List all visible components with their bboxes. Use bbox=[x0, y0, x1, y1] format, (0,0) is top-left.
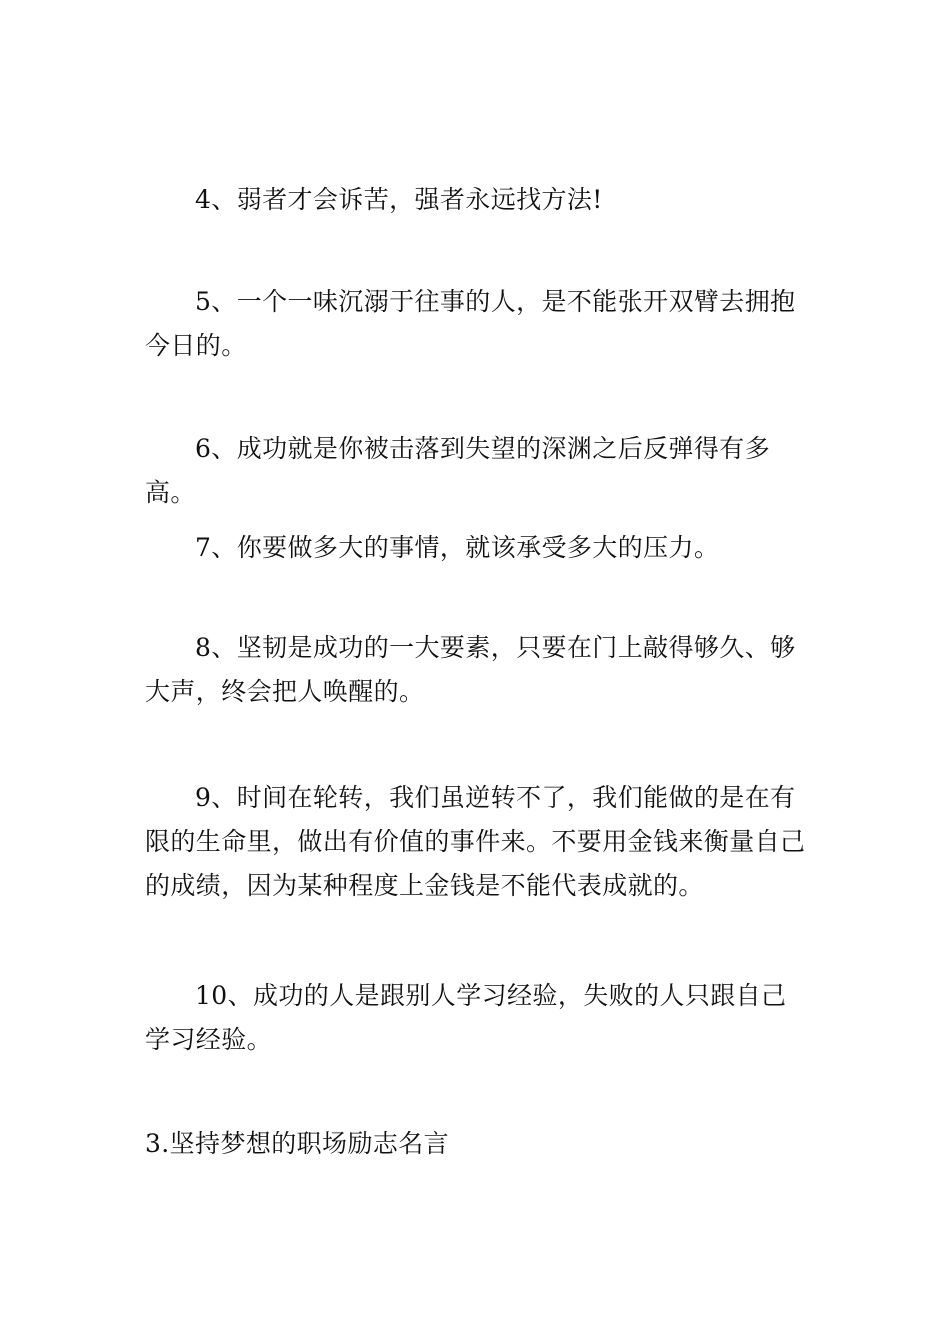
quote-item-8: 8、坚韧是成功的一大要素，只要在门上敲得够久、够大声，终会把人唤醒的。 bbox=[145, 633, 796, 706]
section-heading: 3.坚持梦想的职场励志名言 bbox=[145, 1129, 450, 1158]
quote-item-7: 7、你要做多大的事情，就该承受多大的压力。 bbox=[195, 533, 720, 562]
quote-item-9: 9、时间在轮转，我们虽逆转不了，我们能做的是在有限的生命里，做出有价值的事件来。不要用金钱来衡量自己的成绩，因为某种程度上金钱是不能代表成就的。 bbox=[145, 783, 806, 900]
quote-item-5: 5、一个一味沉溺于往事的人，是不能张开双臂去拥抱今日的。 bbox=[145, 287, 796, 360]
quote-item-10: 10、成功的人是跟别人学习经验，失败的人只跟自己学习经验。 bbox=[145, 981, 787, 1054]
quote-item-4: 4、弱者才会诉苦，强者永远找方法! bbox=[195, 185, 603, 214]
quote-item-6: 6、成功就是你被击落到失望的深渊之后反弹得有多高。 bbox=[145, 434, 771, 507]
